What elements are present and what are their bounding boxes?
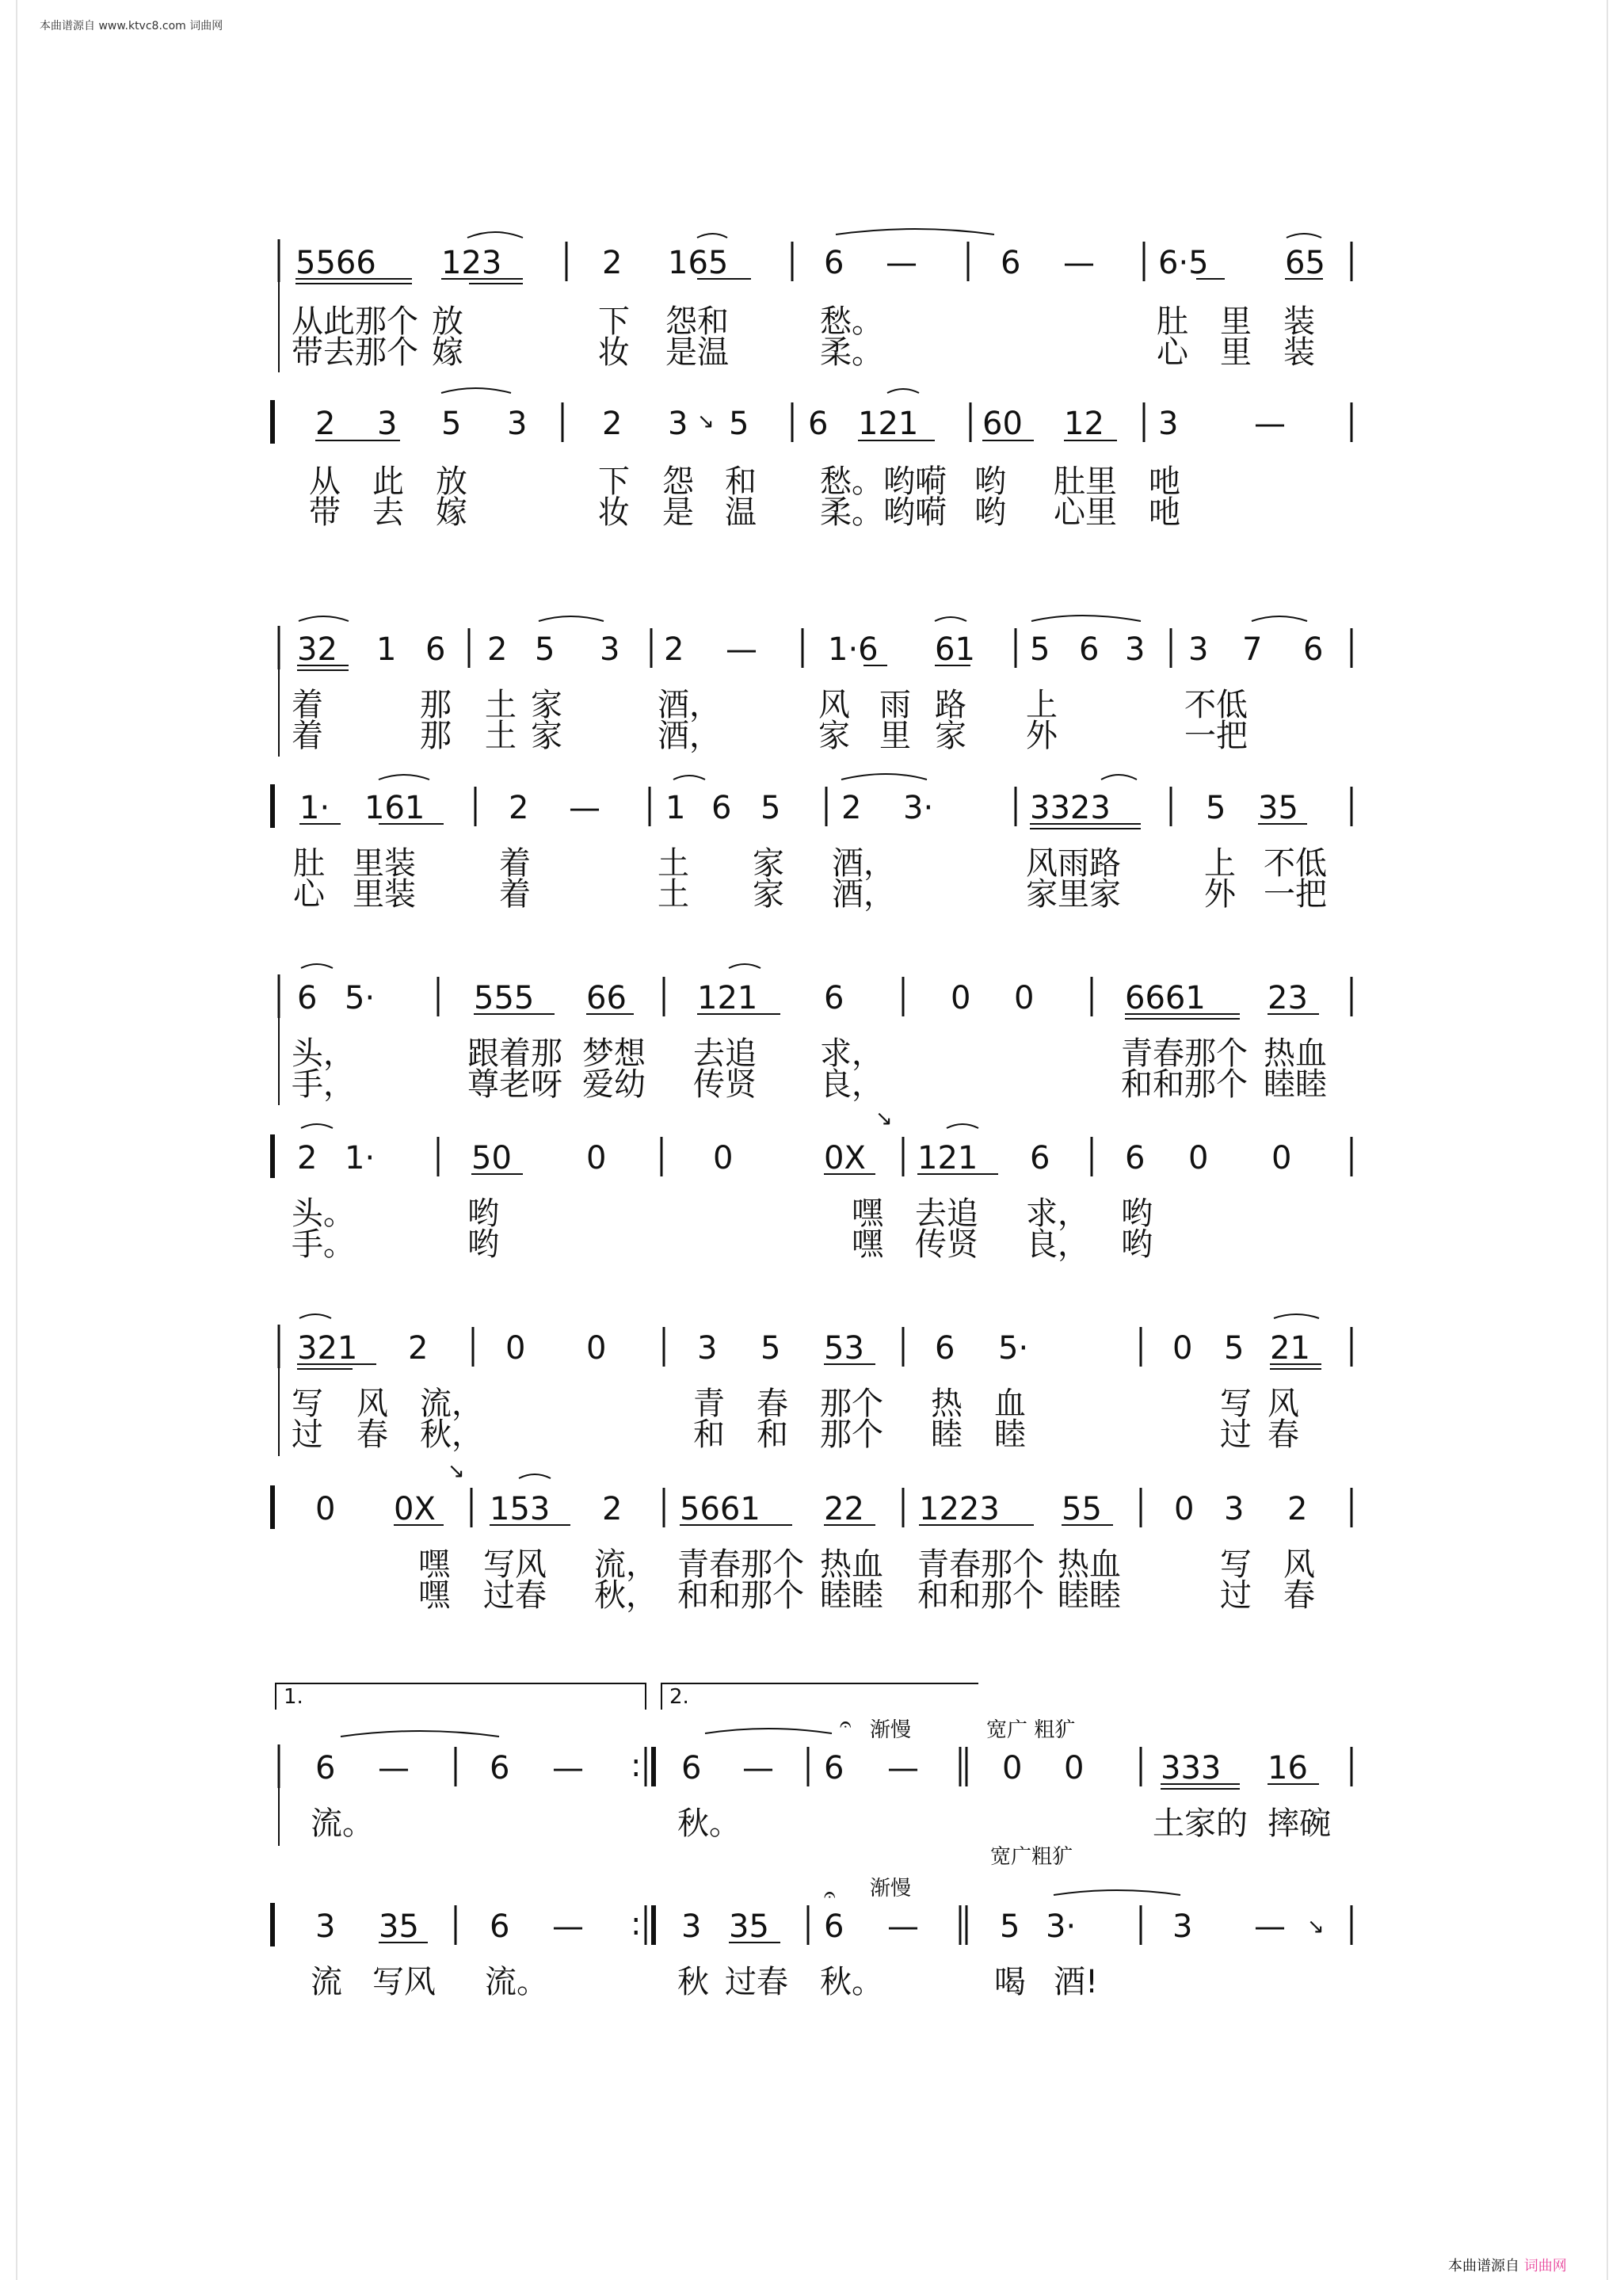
system-4 bbox=[273, 1314, 1351, 1614]
note: 5566 bbox=[295, 245, 376, 281]
melody-notes: 6 — 6 — 6 — 6 — 0 0 333 16 bbox=[315, 1750, 1308, 1786]
expression-mark-harmony: 宽广粗犷 bbox=[990, 1845, 1073, 1869]
harmony-lyrics-verse1: 嘿 写风 流， 青春那个 热血 青春那个 热血 写 风 bbox=[418, 1546, 1315, 1583]
note: — bbox=[1063, 245, 1095, 281]
breath-mark: ↘ bbox=[697, 410, 715, 433]
volta-2-label: 2. bbox=[669, 1685, 689, 1709]
note: 6 bbox=[1001, 245, 1021, 281]
note: 6 bbox=[824, 245, 844, 281]
header-source-note: 本曲谱源自 www.ktvc8.com 词曲网 bbox=[40, 20, 223, 32]
harmony-notes: 2 1· 50 0 0 0X 121 6 6 0 0 bbox=[297, 1140, 1292, 1176]
footer-brand: 词曲网 bbox=[1523, 2258, 1567, 2274]
melody-lyrics-verse2: 着 那 土 家 酒， 家 里 家 外 一把 bbox=[292, 718, 1248, 754]
harmony-lyrics-verse1: 从 此 放 下 怨 和 愁。哟嗬 哟 肚里 吔 bbox=[309, 463, 1180, 500]
harmony-notes: 0 0X 153 2 5661 22 1223 55 0 3 2 bbox=[315, 1491, 1308, 1527]
melody-lyrics-verse1: 头， 跟着那 梦想 去追 求， 青春那个 热血 bbox=[292, 1035, 1327, 1072]
harmony-notes: 1· 161 2 — 1 6 5 2 3· 3323 5 35 bbox=[299, 790, 1298, 826]
melody-notes bbox=[295, 245, 1325, 281]
melody-notes: 321 2 0 0 3 5 53 6 5· 0 5 21 bbox=[297, 1330, 1310, 1367]
melody-lyrics-verse2: 过 春 秋， 和 和 那个 睦 睦 过 春 bbox=[292, 1416, 1299, 1453]
harmony-lyrics-verse1: 肚 里装 着 土 家 酒， 风雨路 上 不低 bbox=[293, 845, 1327, 882]
system-2 bbox=[273, 616, 1351, 913]
repeat-dots: : bbox=[631, 1906, 642, 1943]
melody-notes: 6 5· 555 66 121 6 0 0 6661 23 bbox=[297, 980, 1308, 1016]
tempo-ritardando-harmony: 渐慢 bbox=[870, 1877, 912, 1901]
volta-1-label: 1. bbox=[284, 1685, 303, 1709]
harmony-lyrics-verse2: 带 去 嫁 妆 是 温 柔。哟嗬 哟 心里 吔 bbox=[309, 494, 1180, 531]
harmony-notes: 2 3 5 3 2 3 5 6 121 60 12 3 — bbox=[315, 406, 1286, 442]
note: 65 bbox=[1285, 245, 1325, 281]
system-5 bbox=[273, 1683, 1351, 2000]
note: 165 bbox=[668, 245, 729, 281]
melody-lyrics-verse2: 手， 尊老呀 爱幼 传贤 良， 和和那个 睦睦 bbox=[292, 1066, 1327, 1103]
harmony-lyrics-verse2: 手。 哟 嘿 传贤 良， 哟 bbox=[292, 1226, 1153, 1263]
fermata-icon: 𝄐 bbox=[824, 1883, 836, 1907]
footer-prefix: 本曲谱源自 bbox=[1448, 2258, 1519, 2274]
system-1 bbox=[273, 229, 1351, 531]
note: 2 bbox=[602, 245, 623, 281]
breath-mark: ↘ bbox=[448, 1459, 465, 1483]
melody-notes: 32 1 6 2 5 3 2 — 1·6 61 5 6 3 3 7 6 bbox=[297, 631, 1324, 668]
fermata-icon: 𝄐 bbox=[840, 1713, 852, 1737]
harmony-lyrics-verse1: 头。 哟 嘿 去追 求， 哟 bbox=[292, 1195, 1153, 1232]
repeat-dots: : bbox=[631, 1748, 642, 1784]
harmony-lyrics-verse2: 嘿 过春 秋， 和和那个 睦睦 和和那个 睦睦 过 春 bbox=[418, 1577, 1315, 1614]
breath-mark: ↘ bbox=[1307, 1915, 1325, 1939]
note: — bbox=[886, 245, 917, 281]
harmony-notes: 3 35 6 — 3 35 6 — 5 3· 3 — bbox=[315, 1908, 1286, 1945]
breath-mark: ↘ bbox=[875, 1107, 893, 1130]
harmony-lyrics: 流 写风 流。 秋 过春 秋。 喝 酒! bbox=[311, 1964, 1099, 2000]
volta-2-bracket bbox=[661, 1683, 978, 1710]
volta-1-bracket bbox=[276, 1683, 646, 1710]
system-3 bbox=[273, 964, 1351, 1263]
melody-lyrics-verse1: 着 那 土 家 酒， 风 雨 路 上 不低 bbox=[292, 687, 1248, 723]
tempo-ritardando: 渐慢 bbox=[870, 1718, 912, 1742]
melody-lyrics-verse2: 带去那个 嫁 妆 是温 柔。 心 里 装 bbox=[292, 334, 1315, 371]
harmony-lyrics-verse2: 心 里装 着 土 家 酒， 家里家 外 一把 bbox=[293, 876, 1327, 913]
note: 6·5 bbox=[1158, 245, 1209, 281]
melody-lyrics-verse1: 从此那个 放 下 怨和 愁。 肚 里 装 bbox=[292, 303, 1315, 340]
expression-mark: 宽广 粗犷 bbox=[986, 1718, 1076, 1742]
melody-lyrics: 流。 秋。 土家的 摔碗 bbox=[311, 1805, 1331, 1842]
melody-lyrics-verse1: 写 风 流， 青 春 那个 热 血 写 风 bbox=[292, 1386, 1299, 1422]
note: 123 bbox=[441, 245, 502, 281]
